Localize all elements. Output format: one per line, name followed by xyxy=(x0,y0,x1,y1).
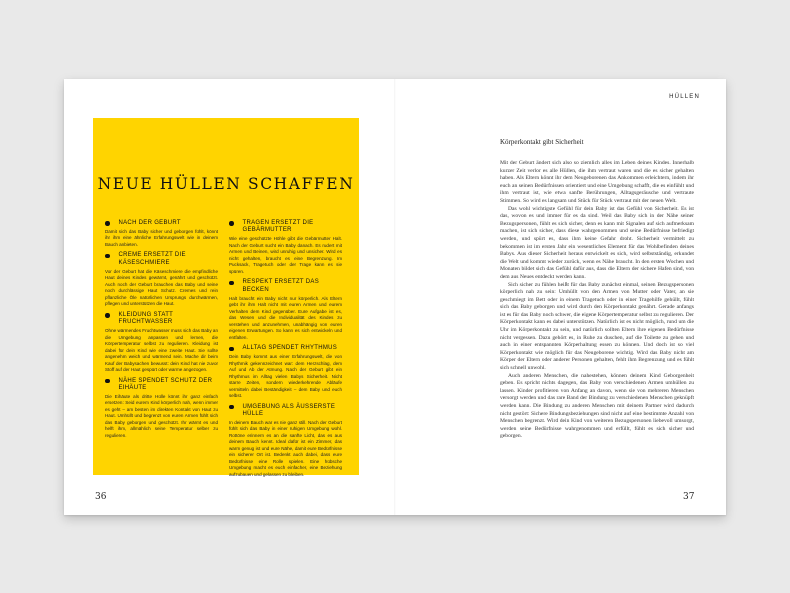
bullet-icon xyxy=(229,281,234,286)
entry-text: Halt braucht ein Baby nicht nur körperlich. Als Eltern gebt ihr ihm Halt nicht mit euren Armen und eurem Verhalten dem Kind gegenüber. Eure Aufgabe ist es, das Wesen und die Individualität des Kindes zu verstehen und anzunehmen, unabhängig von euren eigenen Erwartungen. So kann es sich entwickeln und entfalten. xyxy=(229,295,342,340)
info-entry xyxy=(105,252,218,307)
entry-heading: ALLTAG SPENDET RHYTHMUS xyxy=(229,345,342,352)
box-title: NEUE HÜLLEN SCHAFFEN xyxy=(97,175,355,193)
bullet-icon xyxy=(229,221,234,226)
entry-heading: NÄHE SPENDET SCHUTZ DER EIHÄUTE xyxy=(105,378,218,393)
section-title: Körperkontakt gibt Sicherheit xyxy=(500,138,584,146)
entry-text: Vor der Geburt hat die Käseschmiere die empfindliche Haut deines Kindes gewärmt, genährt und geschützt. Auch noch der Geburt brauchen das Baby und seine noch durchlässige Haut Schutz. Cremes und rein pflanzliche Öle natürlichen Ursprungs durchwärmen, pflegen und unterstützen die Haut. xyxy=(105,268,218,307)
bullet-icon xyxy=(229,405,234,410)
info-box-right-column xyxy=(229,220,342,482)
info-entry xyxy=(105,220,218,248)
bullet-icon xyxy=(229,347,234,352)
info-entry xyxy=(229,404,342,479)
info-entry xyxy=(105,378,218,440)
info-entry xyxy=(229,279,342,341)
entry-heading: CREME ERSETZT DIE KÄSESCHMIERE xyxy=(105,252,218,267)
entry-heading: KLEIDUNG STATT FRUCHTWASSER xyxy=(105,312,218,327)
entry-text: In deinem Bauch war es nie ganz still. Nach der Geburt fühlt sich das Baby in einer ruhigen Umgebung wohl. Rottöne erinnern es an die sanfte Licht, das es aus deinem Bauch kennt. Ideal dafür ist ein Zimmer, das warm genug ist und eure Nähe, damit eure Bedürfnisse ein sicherer Ort ist. Bedenkt auch dabei, dass eure Bedürfnisse eine Rolle spielen. Eine hübsche Umgebung macht es euch einfacher, eine Beziehung aufzubauen und gelassen zu bleiben. xyxy=(229,419,342,477)
info-box xyxy=(93,118,359,475)
info-entry xyxy=(229,345,342,399)
book-gutter xyxy=(394,79,396,515)
entry-text: Wie eine geschützte Höhle gibt die Gebärmutter Halt. Nach der Geburt sucht ein Baby danach. Es rudert mit Armen und Beinen, wird unruhig und unsicher. Wird es nicht gehalten, braucht es eine Begrenzung. Im Pucksack, Tragetuch oder der Trage kann es sie spüren. xyxy=(229,236,342,274)
page-number-left: 36 xyxy=(95,492,107,502)
entry-heading: UMGEBUNG ALS ÄUSSERSTE HÜLLE xyxy=(229,404,342,419)
body-text xyxy=(500,160,694,441)
body-paragraph: Mit der Geburt ändert sich also so ziemlich alles im Leben deines Kindes. Innerhalb kurzer Zeit verlor es alle Hüllen, die ihm vertraut waren und die es sicher gehalten haben. Als Eltern könnt ihr dem Neugeborenen das Ankommen erleichtern, indem ihr euch an seinen Bedürfnissen orientiert und eine Umgebung schafft, die es einfühlt und ihm vertraut ist, wie etwa sanfte Berührungen, Alltagsgeräusche und vertraute Stimmen. So wird es langsam und Stück für Stück vertraut mit der neuen Welt. xyxy=(500,160,694,204)
info-box-left-column xyxy=(105,220,218,443)
info-entry xyxy=(105,312,218,374)
entry-heading: NACH DER GEBURT xyxy=(105,220,218,227)
info-entry xyxy=(229,220,342,275)
entry-text: Damit sich das Baby sicher und geborgen fühlt, könnt ihr ihm eine ähnliche Erfahrungswelt wie in deinem Bauch anbieten. xyxy=(105,228,218,247)
entry-text: Die Eihäute als dritte Hülle könnt ihr ganz einfach ersetzen: Seid eurem Kind körperlich nah, wenn immer es geht – am besten im direkten Kontakt von Haut zu Haut. Umhüllt und begrenzt von euren Armen fühlt sich das Baby geborgen und geschützt. Ihr wärmt es und helft ihm, allmählich seine Temperatur selber zu regulieren. xyxy=(105,393,218,438)
bullet-icon xyxy=(105,379,110,384)
body-paragraph: Sich sicher zu fühlen heißt für das Baby zunächst einmal, seinen Bezugspersonen körperlich nah zu sein: Umhüllt von den Armen von Mutter oder Vater, an sie geschmiegt im Bett oder in einem Tragetuch oder in einer Tragehilfe gehüllt, fühlt sich das Baby geborgen und wird durch den Körperkontakt genährt. Gerade anfangs ist es für das Baby noch schwer, die eigene Körpertemperatur selbst zu regulieren. Der Körperkontakt kann es dabei unterstützen. Natürlich ist es nicht möglich, rund um die Uhr im Körperkontakt zu sein, und natürlich sollten Eltern ihre eigenen Bedürfnisse nicht vergessen. Dazu gehört es, in Ruhe zu duschen, auf die Toilette zu gehen und auch in einer entspannten Körperhaltung essen zu können. Und doch ist so viel Körperkontakt wie möglich für das Neugeborene wichtig. Wird das Baby nicht am Körper der Eltern oder anderer Personen gehalten, fehlt ihm Begrenzung und es fühlt sich schnell unwohl. xyxy=(500,281,694,372)
page-number-right: 37 xyxy=(683,492,695,502)
bullet-icon xyxy=(105,221,110,226)
bullet-icon xyxy=(105,254,110,259)
entry-heading: TRAGEN ERSETZT DIE GEBÄRMUTTER xyxy=(229,220,342,235)
bullet-icon xyxy=(105,313,110,318)
running-head: HÜLLEN xyxy=(669,94,700,100)
entry-heading: RESPEKT ERSETZT DAS BECKEN xyxy=(229,279,342,294)
body-paragraph: Auch anderen Menschen, die nahestehen, können deinem Kind Geborgenheit geben. Es spricht nichts dagegen, das Baby von verschiedenen Armen umhüllen zu lassen. Kinder profitieren von Anfang an davon, wenn sie von mehreren Menschen versorgt werden und das rare Band der Bindung zu verschiedenen Menschen geknüpft werden kann. Die Bindung zu anderen Menschen mit deinem Partner wird dadurch nicht gestört: Sichere Bindungsbeziehungen sind nicht auf eine bestimmte Anzahl von Menschen begrenzt. Wird dein Kind von weiteren Bezugspersonen liebevoll umsorgt, werden seine Bedürfnisse wahrgenommen und erfüllt, fühlt es sich sicher und geborgen. xyxy=(500,372,694,440)
entry-text: Ohne wärmendes Fruchtwasser muss sich das Baby an die Umgebung anpassen und lernen, die Körpertemperatur selbst zu regulieren. Kleidung ist dabei für dein Kind wie eine zweite Haut. Sie sollte angenehm weich und wärmend sein. Mache dir beim Kauf der Babysachen bewusst: dein Kind hat nie zuvor Stoff auf der Haut gespürt oder warme angezogen. xyxy=(105,328,218,373)
book-spread xyxy=(64,79,726,515)
entry-text: Dein Baby kommt aus einer Erfahrungswelt, die von Rhythmik gekennzeichnet war: dem Herzschlag, dem Auf und Ab der Atmung. Nach der Geburt gibt ein Rhythmus im Alltag vielen Babys Sicherheit. Nicht starre Zeiten, sondern wiederkehrende Abläufe vermitteln dabei Beständigkeit – dem Baby und euch selbst. xyxy=(229,354,342,399)
body-paragraph: Das wohl wichtigste Gefühl für dein Baby ist das Gefühl von Sicherheit. Es ist das, wovon es und immer für es da sind. Weil das Baby sich in der Nähe seiner Bezugspersonen, fühlt es sich sicher, denn es kann mit Signalen auf sich aufmerksam machen, ist sich sicher, dass diese wahrgenommen und seine Bedürfnisse befriedigt werden, und spürt es, dass ihm keine Gefahr droht. Sicherheit vermittelt zu bekommen ist im ersten Jahr ein wesentliches Element für das Wohlbefinden deines Babys. Aus dieser Sicherheit heraus entwickelt es sich, wird selbstständig, erkundet die Welt und kommt wieder zurück, wenn es Nähe braucht. In den ersten Wochen und Monaten bildet sich das Gefühl dafür aus, dass die Eltern der sichere Hafen sind, von dem aus Neues entdeckt werden kann. xyxy=(500,205,694,280)
